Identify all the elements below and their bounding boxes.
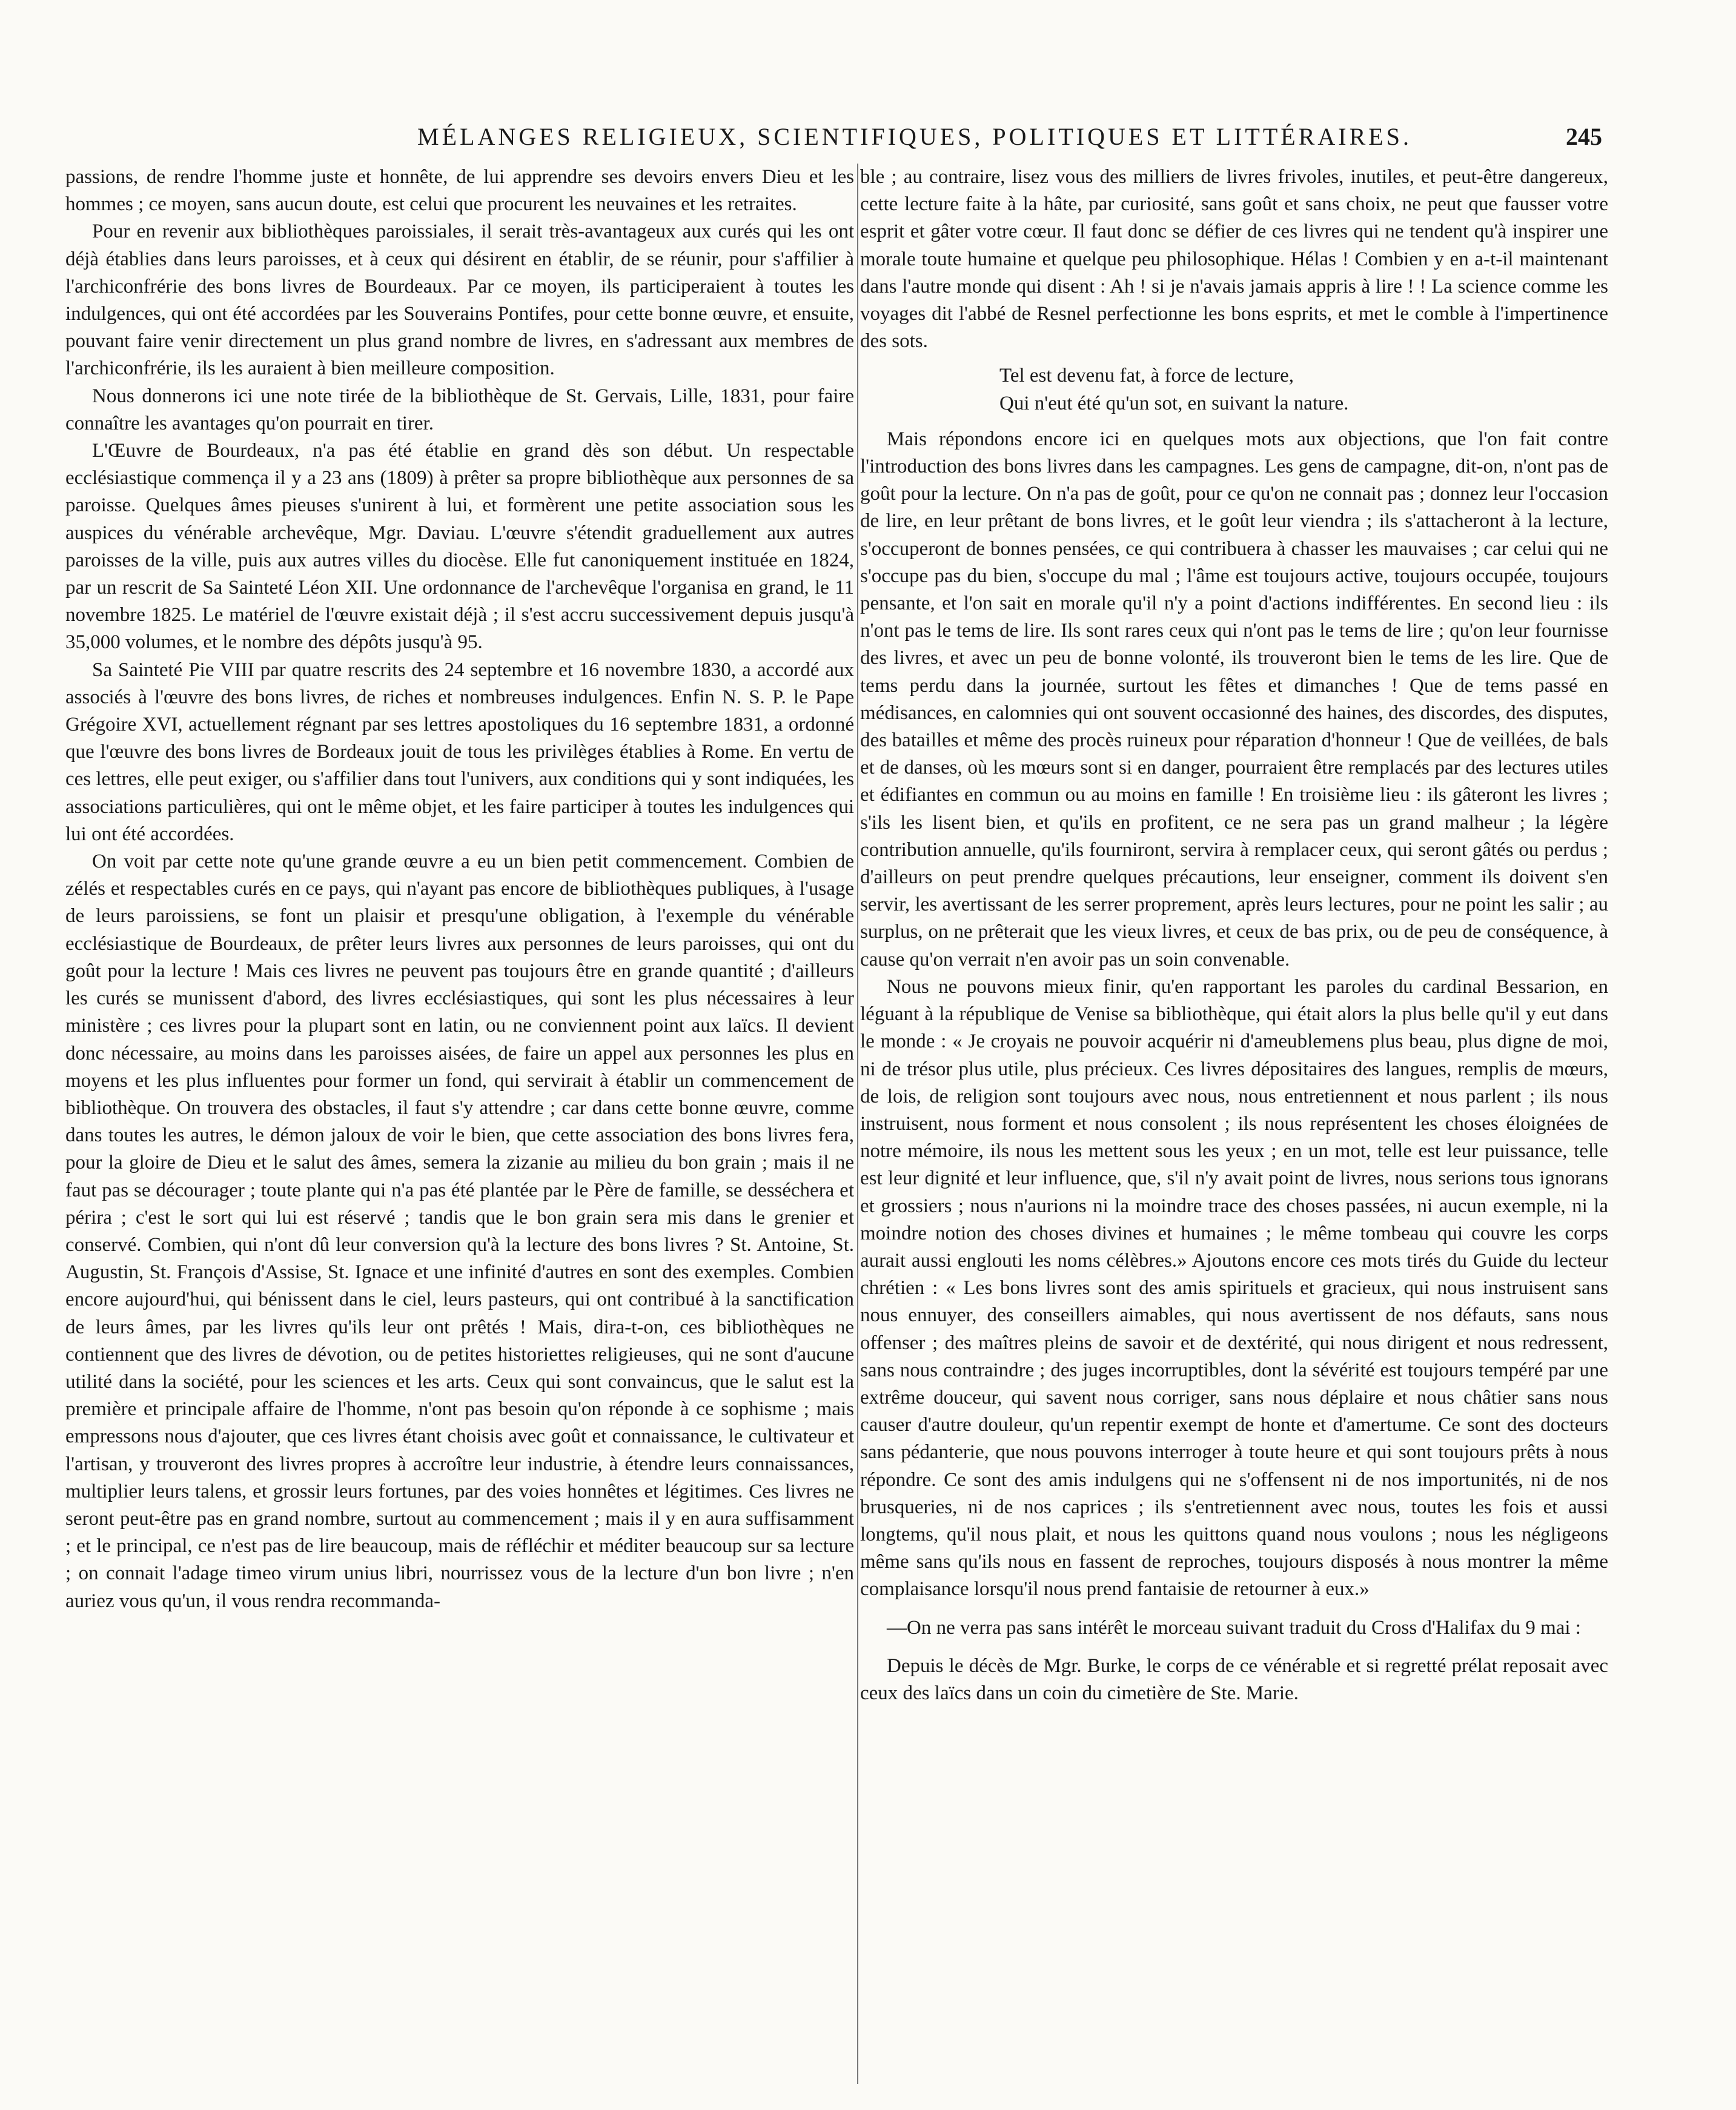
page-header: [67, 119, 1617, 155]
column-divider: [857, 164, 858, 2084]
running-head: MÉLANGES RELIGIEUX, SCIENTIFIQUES, POLITIQUES ET LITTÉRAIRES.: [417, 123, 1412, 150]
paragraph: Nous ne pouvons mieux finir, qu'en rapportant les paroles du cardinal Bessarion, en léguant à la république de Venise sa bibliothèque, qui était alors la plus belle qu'il y eut dans le monde : « Je croyais ne pouvoir acquérir ni d'ameublemens plus beau, plus digne de moi, ni de trésor plus utile, plus précieux. Ces livres dépositaires des langues, remplis de mœurs, de lois, de religion sont toujours avec nous, nous entretiennent et nous parlent ; ils nous instruisent, nous forment et nous consolent ; ils nous représentent les choses éloignées de notre mémoire, ils nous les mettent sous les yeux ; en un mot, telle est leur puissance, telle est leur dignité et leur influence, que, s'il n'y avait point de livres, nous serions tous ignorans et grossiers ; nous n'aurions ni la moindre trace des choses passées, ni aucun exemple, ni la moindre notion des choses divines et humaines ; le même tombeau qui couvre les corps aurait aussi englouti les noms célèbres.» Ajoutons encore ces mots tirés du Guide du lecteur chrétien : « Les bons livres sont des amis spirituels et gracieux, qui nous instruisent sans nous ennuyer, des conseillers aimables, qui nous avertissent de nos défauts, sans nous offenser ; des maîtres pleins de savoir et de dextérité, qui nous dirigent et nous redressent, sans nous contraindre ; des juges incorruptibles, dont la sévérité est toujours tempéré par une extrême douceur, qui savent nous corriger, sans nous déplaire et nous châtier sans nous causer d'autre douleur, qu'un repentir exempt de honte et d'amertume. Ce sont des docteurs sans pédanterie, que nous pouvons interroger à toute heure et qui sont toujours prêts à nous répondre. Ce sont des amis indulgens qui ne s'offensent ni de nos importunités, ni de nos brusqueries, ni de nos caprices ; ils s'entretiennent avec nous, toutes les fois et aussi longtems, qu'il nous plait, et nous les quittons quand nous voulons ; nous les négligeons même sans qu'ils nous en fassent de reproches, toujours disposés à nous montrer la même complaisance lorsqu'il nous prend fantaisie de retourner à eux.»: [860, 975, 1608, 1601]
verse-quote: [860, 362, 1608, 417]
paragraph: Mais répondons encore ici en quelques mots aux objections, que l'on fait contre l'introduction des bons livres dans les campagnes. Les gens de campagne, dit-on, n'ont pas de goût pour la lecture. On n'a pas de goût, pour ce qu'on ne connait pas ; donnez leur l'occasion de lire, en leur prêtant de bons livres, et le goût leur viendra ; ils s'attacheront à la lecture, s'occuperont de bonnes pensées, ce qui contribuera à chasser les mauvaises ; car celui qui ne s'occupe pas du bien, s'occupe du mal ; l'âme est toujours active, toujours occupée, toujours pensante, et l'on sait en morale qu'il n'y a point d'actions indifférentes. En second lieu : ils n'ont pas le tems de lire. Ils sont rares ceux qui n'ont pas le tems de lire ; qu'on leur fournisse des livres, et avec un peu de bonne volonté, ils trouveront bien le tems de les lire. Que de tems perdu dans la journée, surtout les fêtes et dimanches ! Que de tems passé en médisances, en calomnies qui ont souvent occasionné des haines, des discordes, des disputes, des batailles et même des procès ruineux pour réparation d'honneur ! Que de veillées, de bals et de danses, où les mœurs sont si en danger, pourraient être remplacés par des lectures utiles et édifiantes en commun ou au moins en famille ! En troisième lieu : ils gâteront les livres ; s'ils les lisent bien, et qu'ils en profitent, ce ne sera pas un grand malheur ; la légère contribution annuelle, qu'ils fourniront, servira à remplacer ceux, qui seront gâtés ou perdus ; d'ailleurs on peut prendre quelques précautions, leur enseigner, comment ils doivent s'en servir, les avertissant de les serrer proprement, après leurs lectures, pour ne point les salir ; au surplus, on ne prêterait que les vieux livres, et ceux de bas prix, ou de peu de conséquence, à cause qu'on verrait n'en avoir pas un soin convenable.: [860, 428, 1608, 970]
page-number: 245: [1566, 123, 1602, 150]
paragraph: L'Œuvre de Bourdeaux, n'a pas été établie en grand dès son début. Un respectable ecclésiastique commença il y a 23 ans (1809) à prêter sa propre bibliothèque aux personnes de sa paroisse. Quelques âmes pieuses s'unirent à lui, et formèrent une petite association sous les auspices du vénérable archevêque, Mgr. Daviau. L'œuvre s'étendit graduellement aux autres paroisses de la ville, puis aux autres villes du diocèse. Elle fut canoniquement instituée en 1824, par un rescrit de Sa Sainteté Léon XII. Une ordonnance de l'archevêque l'organisa en grand, le 11 novembre 1825. Le matériel de l'œuvre existait déjà ; il s'est accru successivement depuis jusqu'à 35,000 volumes, et le nombre des dépôts jusqu'à 95.: [65, 440, 854, 654]
paragraph: passions, de rendre l'homme juste et honnête, de lui apprendre ses devoirs envers Dieu et les hommes ; ce moyen, sans aucun doute, est celui que procurent les neuvaines et les retraites.: [65, 166, 854, 216]
paragraph: Depuis le décès de Mgr. Burke, le corps de ce vénérable et si regretté prélat reposait avec ceux des laïcs dans un coin du cimetière de Ste. Marie.: [860, 1654, 1608, 1704]
paragraph: Sa Sainteté Pie VIII par quatre rescrits des 24 septembre et 16 novembre 1830, a accordé aux associés à l'œuvre des bons livres, de riches et nombreuses indulgences. Enfin N. S. P. le Pape Grégoire XVI, actuellement régnant par ses lettres apostoliques du 16 septembre 1831, a ordonné que l'œuvre des bons livres de Bordeaux jouit de tous les privilèges établies à Rome. En vertu de ces lettres, elle peut exiger, ou s'affilier dans tout l'univers, aux conditions qui y sont indiquées, les associations particulières, qui ont le même objet, et les faire participer à toutes les indulgences qui lui ont été accordées.: [65, 659, 854, 845]
paragraph: Nous donnerons ici une note tirée de la bibliothèque de St. Gervais, Lille, 1831, pour faire connaître les avantages qu'on pourrait en tirer.: [65, 385, 854, 434]
paragraph: On voit par cette note qu'une grande œuvre a eu un bien petit commencement. Combien de zélés et respectables curés en ce pays, qui n'ayant pas encore de bibliothèques publiques, à l'usage de leurs paroissiens, se font un plaisir et presqu'une obligation, à l'exemple du vénérable ecclésiastique de Bourdeaux, de prêter leurs livres aux personnes de leurs paroisses, qui ont du goût pour la lecture ! Mais ces livres ne peuvent pas toujours être en grande quantité ; d'ailleurs les curés se munissent d'abord, des livres ecclésiastiques, qui sont les plus nécessaires à leur ministère ; ces livres pour la plupart sont en latin, ou ne conviennent point aux laïcs. Il devient donc nécessaire, au moins dans les paroisses aisées, de faire un appel aux personnes les plus en moyens et les plus influentes pour former un fond, qui servirait à établir un commencement de bibliothèque. On trouvera des obstacles, il faut s'y attendre ; car dans cette bonne œuvre, comme dans toutes les autres, le démon jaloux de voir le bien, que cette association des bons livres fera, pour la gloire de Dieu et le salut des âmes, semera la zizanie au milieu du bon grain ; mais il ne faut pas se décourager ; toute plante qui n'a pas été plantée par le Père de famille, se desséchera et périra ; c'est le sort qui lui est réservé ; tandis que le bon grain sera mis dans le grenier et conservé. Combien, qui n'ont dû leur conversion qu'à la lecture des bons livres ? St. Antoine, St. Augustin, St. François d'Assise, St. Ignace et une infinité d'autres en sont des exemples. Combien encore aujourd'hui, qui bénissent dans le ciel, leurs pasteurs, qui ont contribué à la sanctification de leurs âmes, par les livres qu'ils leur ont prêtés ! Mais, dira-t-on, ces bibliothèques ne contiennent que des livres de dévotion, ou de petites historiettes religieuses, qui ne sont d'aucune utilité dans la société, pour les sciences et les arts. Ceux qui sont convaincus, que le salut est la première et principale affaire de l'homme, n'ont pas besoin qu'on réponde à ce sophisme ; mais empressons nous d'ajouter, que ces livres étant choisis avec goût et connaissance, le cultivateur et l'artisan, y trouveront des livres propres à accroître leur industrie, à étendre leurs connaissances, multiplier leurs talens, et grossir leurs fortunes, par des voies honnêtes et légitimes. Ces livres ne seront peut-être pas en grand nombre, surtout au commencement ; mais il y en aura suffisamment ; et le principal, ce n'est pas de lire beaucoup, mais de réfléchir et méditer beaucoup sur sa lecture ; on connait l'adage timeo virum unius libri, nourrissez vous de la lecture d'un bon livre ; n'en auriez vous qu'un, il vous rendra recommanda-: [65, 851, 854, 1612]
verse-line: Qui n'eut été qu'un sot, en suivant la nature.: [999, 392, 1349, 414]
paragraph: ble ; au contraire, lisez vous des milliers de livres frivoles, inutiles, et peut-être dangereux, cette lecture faite à la hâte, par curiosité, sans goût et sans choix, ne peut que fausser votre esprit et gâter votre cœur. Il faut donc se défier de ces livres qui ne tendent qu'à inspirer une morale toute humaine et quelque peu philosophique. Hélas ! Combien y en a-t-il maintenant dans l'autre monde qui disent : Ah ! si je n'avais jamais appris à lire ! ! La science comme les voyages dit l'abbé de Resnel perfectionne les bons esprits, et met le comble à l'impertinence des sots.: [860, 166, 1608, 353]
right-column: [860, 164, 1608, 1707]
paragraph: Pour en revenir aux bibliothèques paroissiales, il serait très-avantageux aux curés qui les ont déjà établies dans leurs paroisses, et à ceux qui désirent en établir, de se réunir, pour s'affilier à l'archiconfrérie des bons livres de Bourdeaux. Par ce moyen, ils participeraient à toutes les indulgences, qui ont été accordées par les Souverains Pontifes, pour cette bonne œuvre, et ensuite, pouvant faire venir directement un plus grand nombre de livres, en s'adressant aux membres de l'archiconfrérie, ils les auraient à bien meilleure composition.: [65, 221, 854, 380]
verse-line: Tel est devenu fat, à force de lecture,: [999, 365, 1294, 387]
paragraph: —On ne verra pas sans intérêt le morceau suivant traduit du Cross d'Halifax du 9 mai :: [887, 1616, 1581, 1639]
left-column: [65, 164, 854, 1615]
